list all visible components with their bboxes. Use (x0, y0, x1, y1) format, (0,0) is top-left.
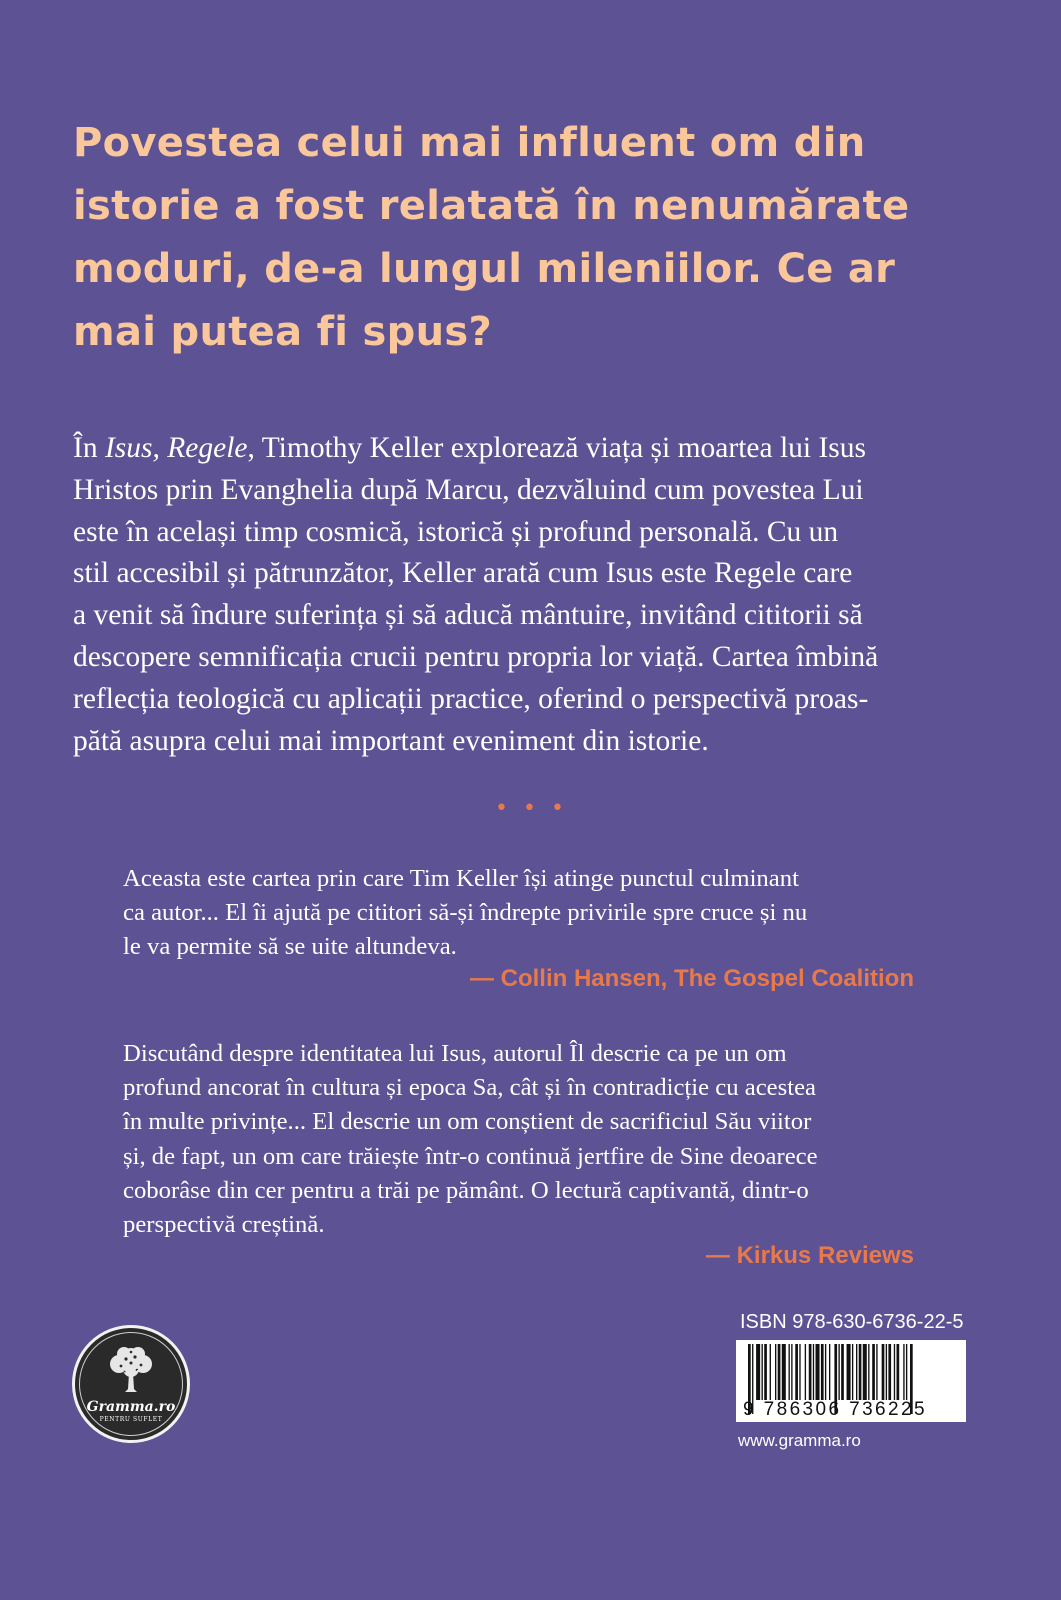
barcode-bar (821, 1344, 824, 1400)
barcode-bar (764, 1344, 767, 1400)
barcode-bar (756, 1344, 760, 1400)
barcode-bar (886, 1344, 887, 1400)
review-line: Aceasta este cartea prin care Tim Keller își atinge punctul culminant (123, 865, 799, 892)
barcode-bar (841, 1344, 844, 1400)
barcode-bar (825, 1344, 826, 1400)
review-attribution: — Collin Hansen, The Gospel Coalition (469, 965, 914, 992)
barcode-bar (770, 1344, 771, 1400)
headline-line: Povestea celui mai influent om din (73, 120, 866, 166)
barcode-bar (903, 1344, 904, 1400)
description-intro: În (73, 432, 105, 464)
description-line: reflecția teologică cu aplicații practice, oferind o perspectivă proas- (73, 682, 869, 715)
barcode-bar (872, 1344, 875, 1400)
barcode-bar (894, 1344, 895, 1400)
book-description (73, 428, 878, 762)
headline-line: mai putea fi spus? (73, 309, 492, 355)
publisher-logo-tagline: PENTRU SUFLET (99, 1416, 163, 1423)
description-first-line-rest: , Timothy Keller explorează viața și moartea lui Isus (247, 432, 867, 464)
description-line: stil accesibil și pătrunzător, Keller arată cum Isus este Regele care (73, 557, 853, 590)
barcode-bar (897, 1344, 900, 1400)
barcode-bar (888, 1344, 891, 1400)
publisher-website: www.gramma.ro (738, 1431, 861, 1450)
description-line: a venit să îndure suferința și să aducă mântuire, invitând cititorii să (73, 599, 863, 632)
barcode-bar (795, 1344, 798, 1400)
barcode (736, 1340, 966, 1422)
barcode-bar (863, 1344, 867, 1400)
barcode-bar (805, 1344, 806, 1400)
description-line (73, 428, 878, 470)
review-line: le va permite să se uite altundeva. (123, 933, 457, 961)
barcode-bar (856, 1344, 857, 1400)
review-line: Discutând despre identitatea lui Isus, autorul Îl descrie ca pe un om (123, 1040, 787, 1067)
publisher-logo-ring (79, 1332, 183, 1436)
headline-line: moduri, de-a lungul mileniilor. Ce ar (73, 246, 896, 292)
barcode-bar (868, 1344, 869, 1400)
tree-icon (102, 1345, 160, 1397)
barcode-bar (775, 1344, 776, 1400)
barcode-bar (829, 1344, 830, 1400)
description-line: descopere semnificația crucii pentru propria lor viață. Cartea îmbină (73, 640, 879, 673)
headline (73, 112, 1003, 364)
barcode-bar (852, 1344, 853, 1400)
description-line: este în același timp cosmică, istorică și profund personală. Cu un (73, 515, 839, 548)
publisher-logo-name: Gramma.ro (86, 1399, 176, 1415)
review-line: ca autor... El îi ajută pe cititori să-și îndrepte privirile spre cruce și nu (123, 899, 808, 927)
publisher-logo (72, 1325, 190, 1443)
barcode-bar (906, 1344, 907, 1400)
barcode-bar (816, 1344, 820, 1400)
review-quote (123, 1037, 818, 1242)
review-attribution: — Kirkus Reviews (705, 1242, 914, 1269)
barcode-bar (778, 1344, 781, 1400)
barcode-bar (847, 1344, 851, 1400)
review-line: perspectivă creștină. (123, 1211, 325, 1239)
barcode-bar (791, 1344, 792, 1400)
barcode-bar (789, 1344, 790, 1400)
section-separator: • • • (495, 796, 568, 821)
description-line: pătă asupra celui mai important eveniment din istorie. (73, 724, 709, 757)
barcode-bar (838, 1344, 839, 1400)
review-line: în multe privințe... El descrie un om conștient de sacrificiul Său viitor (123, 1108, 812, 1136)
review-line: profund ancorat în cultura și epoca Sa, cât și în contradicție cu acestea (123, 1074, 817, 1102)
description-line: Hristos prin Evanghelia după Marcu, dezvăluind cum povestea Lui (73, 473, 864, 506)
barcode-bar (799, 1344, 800, 1400)
review-quote (123, 862, 807, 965)
barcode-bar (882, 1344, 885, 1400)
headline-line: istorie a fost relatată în nenumărate (73, 183, 910, 229)
barcode-bar (813, 1344, 814, 1400)
barcode-bar (859, 1344, 862, 1400)
review-line: coborâse din cer pentru a trăi pe pământ. O lectură captivantă, dintr-o (123, 1176, 809, 1204)
barcode-digits: 9 786306 736225 (743, 1399, 927, 1420)
book-title: Isus, Regele (104, 432, 248, 464)
barcode-bar (809, 1344, 812, 1400)
barcode-bar (876, 1344, 877, 1400)
barcode-bar (782, 1344, 786, 1400)
review-line: și, de fapt, un om care trăiește într-o continuă jertfire de Sine deoarece (123, 1142, 818, 1170)
barcode-bar (762, 1344, 763, 1400)
isbn-label: ISBN 978-630-6736-22-5 (740, 1311, 964, 1333)
